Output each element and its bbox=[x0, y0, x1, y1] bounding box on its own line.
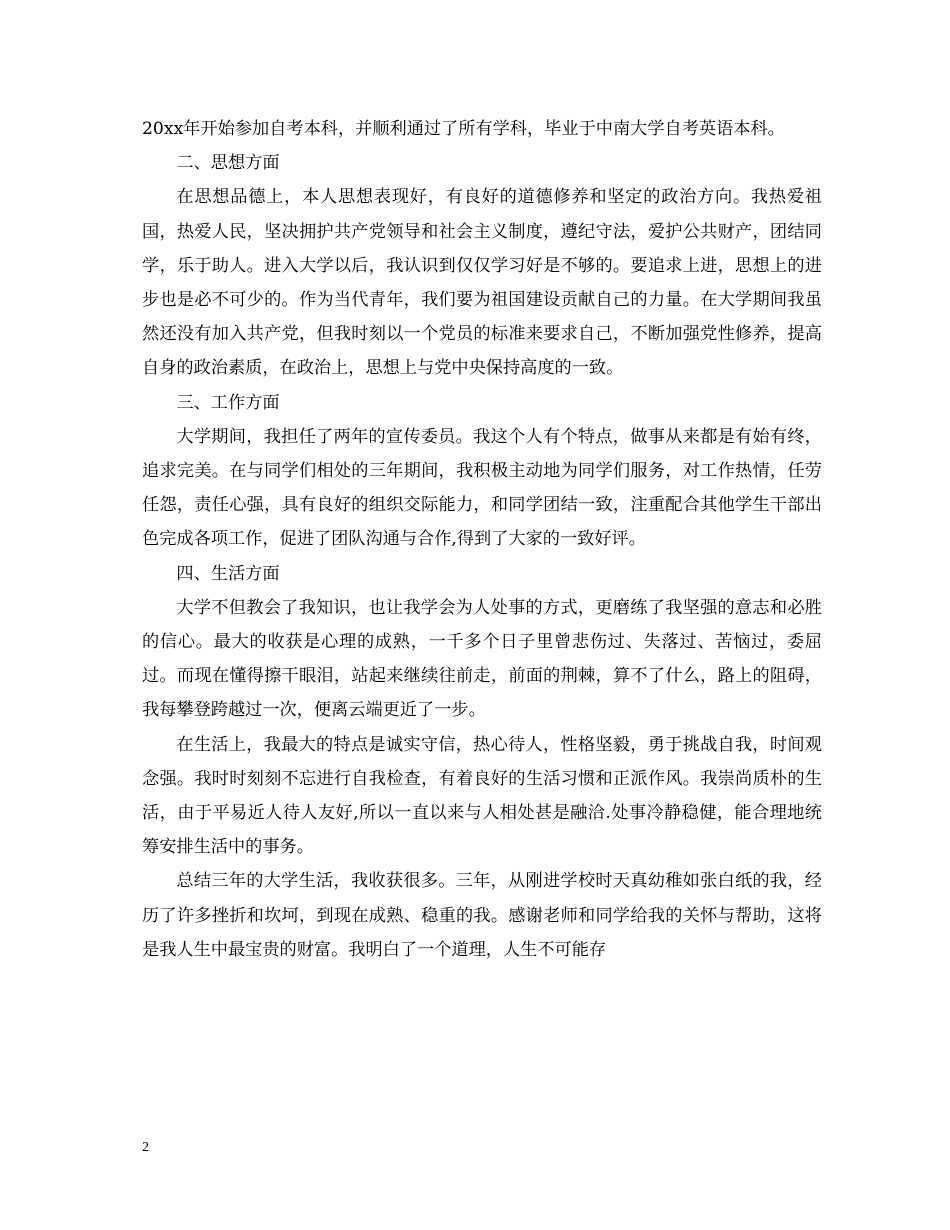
section-heading-work: 三、工作方面 bbox=[176, 392, 280, 413]
page-number: 2 bbox=[142, 1140, 149, 1155]
section-heading-thought: 二、思想方面 bbox=[176, 153, 280, 174]
paragraph-summary: 总结三年的大学生活，我收获很多。三年，从刚进学校时天真幼稚如张白纸的我，经历了许多挫折和坎坷，到现在成熟、稳重的我。感谢老师和同学给我的关怀与帮助，这将是我人生中最宝贵的财富。我明白了一个道理，人生不可能存 bbox=[142, 871, 822, 960]
paragraph-life-growth: 大学不但教会了我知识，也让我学会为人处事的方式，更磨练了我坚强的意志和必胜的信心。最大的收获是心理的成熟，一千多个日子里曾悲伤过、失落过、苦恼过，委屈过。而现在懂得擦干眼泪，站起来继续往前走，前面的荆棘，算不了什么，路上的阻碍，我每攀登跨越过一次，便离云端更近了一步。 bbox=[142, 597, 822, 721]
section-heading-life: 四、生活方面 bbox=[176, 563, 280, 584]
paragraph-thought: 在思想品德上，本人思想表现好，有良好的道德修养和坚定的政治方向。我热爱祖国，热爱人民，坚决拥护共产党领导和社会主义制度，遵纪守法，爱护公共财产，团结同学，乐于助人。进入大学以后，我认识到仅仅学习好是不够的。要追求上进，思想上的进步也是必不可少的。作为当代青年，我们要为祖国建设贡献自己的力量。在大学期间我虽然还没有加入共产党，但我时刻以一个党员的标准来要求自己，不断加强党性修养，提高自身的政治素质，在政治上，思想上与党中央保持高度的一致。 bbox=[142, 187, 822, 379]
paragraph-work: 大学期间，我担任了两年的宣传委员。我这个人有个特点，做事从来都是有始有终，追求完美。在与同学们相处的三年期间，我积极主动地为同学们服务，对工作热情，任劳任怨，责任心强，具有良好的组织交际能力，和同学团结一致，注重配合其他学生干部出色完成各项工作，促进了团队沟通与合作,得到了大家的一致好评。 bbox=[142, 426, 822, 550]
paragraph-life-character: 在生活上，我最大的特点是诚实守信，热心待人，性格坚毅，勇于挑战自我，时间观念强。我时时刻刻不忘进行自我检查，有着良好的生活习惯和正派作风。我崇尚质朴的生活，由于平易近人待人友好,所以一直以来与人相处甚是融洽.处事冷静稳健，能合理地统筹安排生活中的事务。 bbox=[142, 734, 822, 858]
paragraph-continuation: 20xx年开始参加自考本科，并顺利通过了所有学科，毕业于中南大学自考英语本科。 bbox=[142, 119, 785, 139]
document-body bbox=[142, 112, 822, 967]
